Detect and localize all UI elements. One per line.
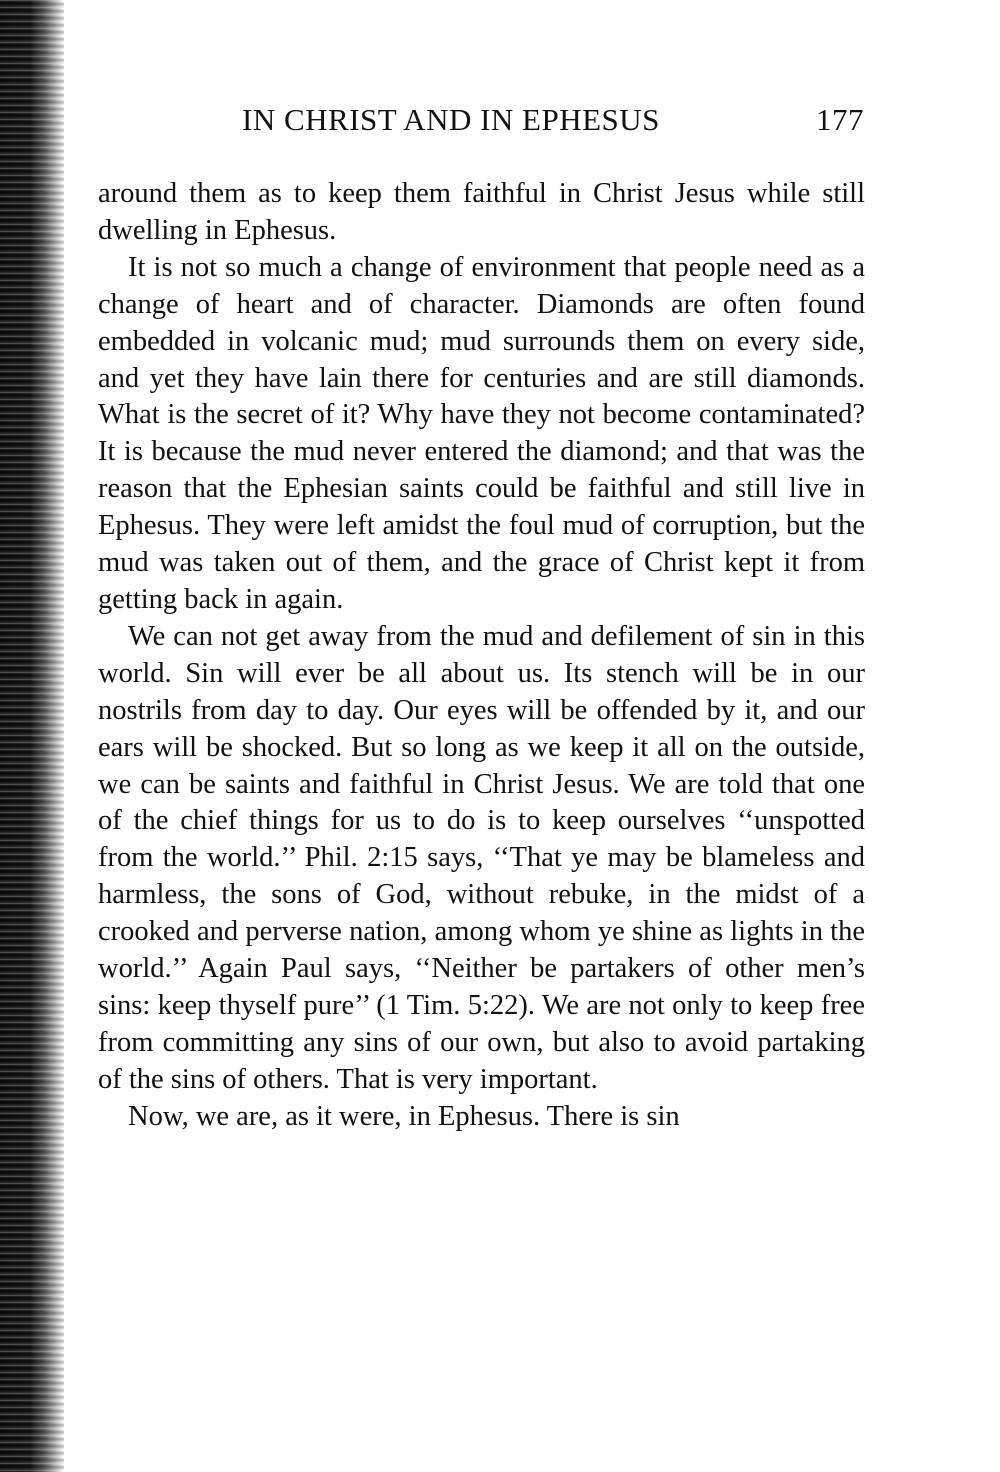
paragraph-diamonds: It is not so much a change of environment that people need as a change of heart and of character. Diamonds are often found embedded in volcanic mud; mud surrounds them on every side, and yet they have lain there for centuries and are still diamonds. What is the secret of it? Why have they not become contaminated? It is because the mud never entered the diamond; and that was the reason that the Ephesian saints could be faithful and still live in Ephesus. They were left amidst the foul mud of corruption, but the mud was taken out of them, and the grace of Christ kept it from getting back in again. <box>98 251 865 615</box>
paragraph-ephesus: Now, we are, as it were, in Ephesus. There is sin <box>128 1100 680 1132</box>
page-number: 177 <box>816 102 864 137</box>
scan-gutter-edge <box>0 0 64 1472</box>
body-text <box>98 176 865 1136</box>
paragraph-defilement: We can not get away from the mud and defilement of sin in this world. Sin will ever be all about us. Its stench will be in our nostrils from day to day. Our eyes will be offended by it, and our ears will be shocked. But so long as we keep it all on the outside, we can be saints and faithful in Christ Jesus. We are told that one of the chief things for us to do is to keep ourselves ‘‘unspotted from the world.’’ Phil. 2:15 says, ‘‘That ye may be blameless and harmless, the sons of God, without rebuke, in the midst of a crooked and perverse nation, among whom ye shine as lights in the world.’’ Again Paul says, ‘‘Neither be partakers of other men’s sins: keep thyself pure’’ (1 Tim. 5:22). We are not only to keep free from committing any sins of our own, but also to avoid partaking of the sins of others. That is very important. <box>98 620 865 1095</box>
page-header <box>242 102 864 142</box>
running-head: IN CHRIST AND IN EPHESUS <box>242 102 660 137</box>
paragraph-continued: around them as to keep them faithful in Christ Jesus while still dwelling in Ephesus. <box>98 178 865 246</box>
